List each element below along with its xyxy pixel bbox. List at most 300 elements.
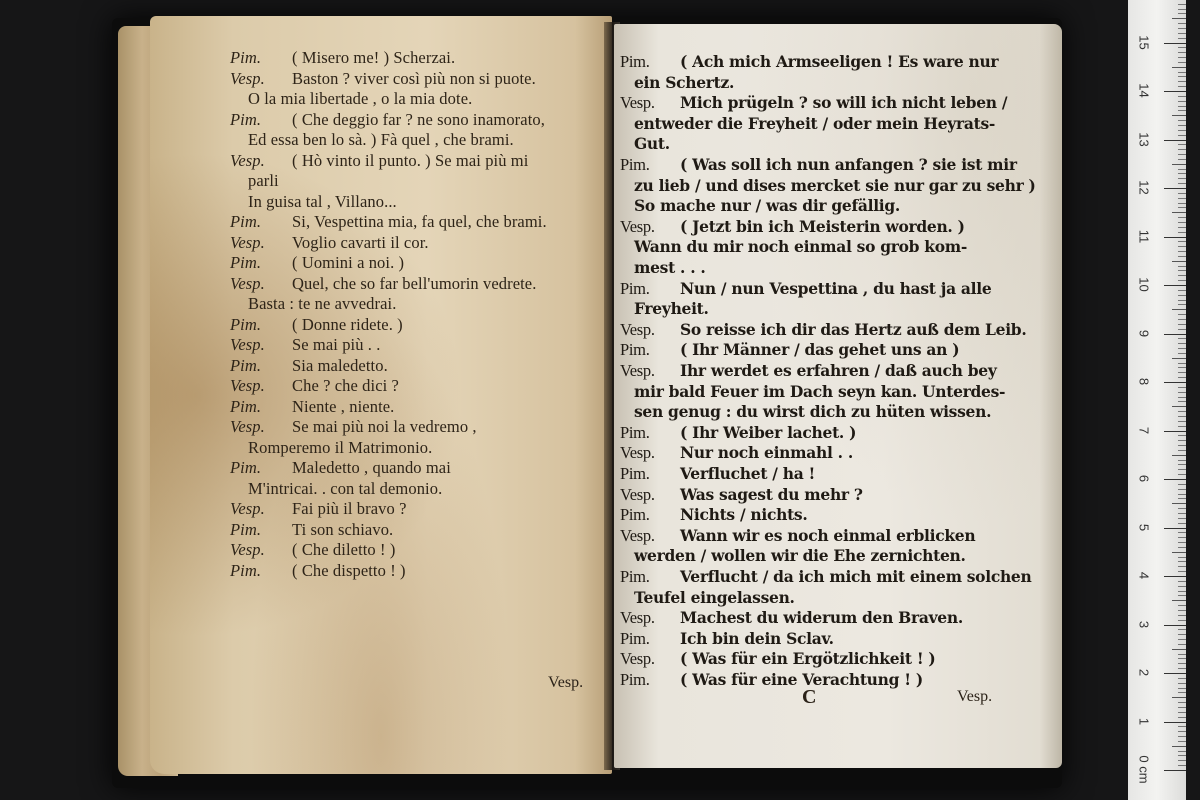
line-text: Che ? che dici ? (292, 376, 399, 395)
ruler-tick (1164, 431, 1186, 432)
ruler-number: 11 (1136, 229, 1152, 243)
ruler-tick (1172, 406, 1186, 407)
ruler-tick (1164, 576, 1186, 577)
line-text: ( Uomini a noi. ) (292, 253, 405, 272)
text-line (620, 546, 966, 565)
ruler-tick (1178, 620, 1186, 621)
ruler-tick (1178, 159, 1186, 160)
ruler-tick (1178, 610, 1186, 611)
ruler-tick (1178, 377, 1186, 378)
line-text: Nur noch einmahl . . (680, 443, 853, 463)
speaker-label: Vesp. (620, 361, 655, 380)
ruler-tick (1178, 193, 1186, 194)
ruler-tick (1178, 251, 1186, 252)
ruler-tick (1172, 552, 1186, 553)
text-line (620, 526, 975, 546)
ruler-tick (1164, 479, 1186, 480)
ruler-tick (1178, 144, 1186, 145)
ruler-tick (1178, 658, 1186, 659)
ruler-number: 13 (1136, 131, 1152, 147)
ruler-tick (1178, 484, 1186, 485)
line-text: Basta : te ne avvedrai. (248, 294, 397, 313)
left-catchword: Vesp. (548, 674, 584, 691)
ruler-tick (1178, 683, 1186, 684)
ruler-tick (1178, 639, 1186, 640)
ruler-tick (1164, 285, 1186, 286)
right-page (614, 24, 1062, 768)
line-text: ( Misero me! ) Scherzai. (292, 48, 456, 67)
text-line (620, 176, 1036, 195)
text-line (620, 608, 963, 628)
ruler-tick (1164, 625, 1186, 626)
ruler-tick (1178, 586, 1186, 587)
ruler-tick (1178, 101, 1186, 102)
line-text: entweder die Freyheit / oder mein Heyrats- (634, 113, 995, 133)
ruler-tick (1178, 518, 1186, 519)
text-line (230, 212, 547, 232)
line-text: ( Che dispetto ! ) (292, 560, 406, 580)
text-line (230, 499, 407, 519)
ruler-tick (1178, 736, 1186, 737)
ruler-tick (1178, 571, 1186, 572)
line-text: In guisa tal , Villano... (248, 191, 397, 211)
ruler-tick (1178, 591, 1186, 592)
line-text: Quel, che so far bell'umorin vedrete. (292, 273, 537, 293)
ruler-tick (1178, 207, 1186, 208)
ruler-tick (1164, 188, 1186, 189)
speaker-label: Vesp. (620, 608, 655, 628)
ruler-tick (1164, 722, 1186, 723)
line-text: Freyheit. (634, 299, 709, 319)
ruler-tick (1178, 445, 1186, 446)
ruler-tick (1178, 217, 1186, 218)
text-line (230, 171, 279, 191)
text-line (620, 217, 965, 237)
ruler-number: 2 (1136, 668, 1152, 677)
ruler-tick (1178, 372, 1186, 373)
line-text: So reisse ich dir das Hertz auß dem Leib. (680, 319, 1027, 339)
ruler-tick (1178, 149, 1186, 150)
text-line (620, 196, 900, 215)
line-text: Maledetto , quando mai (292, 458, 451, 477)
text-line (620, 464, 815, 484)
ruler-tick (1178, 464, 1186, 465)
ruler-number: 6 (1136, 474, 1152, 483)
ruler-tick (1178, 266, 1186, 267)
speaker-label: Pim. (230, 396, 262, 416)
ruler-tick (1178, 47, 1186, 48)
speaker-label: Pim. (620, 278, 650, 298)
speaker-label: Pim. (620, 628, 650, 648)
ruler-tick (1164, 673, 1186, 674)
line-text: Romperemo il Matrimonio. (248, 437, 433, 457)
ruler-tick (1178, 561, 1186, 562)
ruler-number: 8 (1136, 377, 1152, 386)
speaker-label: Pim. (230, 253, 262, 272)
ruler-number: 12 (1136, 180, 1152, 195)
speaker-label: Pim. (230, 314, 262, 334)
ruler-tick (1178, 629, 1186, 630)
speaker-label: Vesp. (230, 335, 265, 354)
ruler-tick (1178, 173, 1186, 174)
line-text: mir bald Feuer im Dach seyn kan. Unterdes- (634, 381, 1006, 401)
ruler-tick (1178, 304, 1186, 305)
ruler-tick (1164, 528, 1186, 529)
ruler-tick (1178, 678, 1186, 679)
text-line (620, 649, 935, 669)
line-text: Verflucht / da ich mich mit einem solchen (680, 567, 1032, 586)
ruler-tick (1178, 707, 1186, 708)
ruler-tick (1164, 770, 1186, 771)
ruler-tick (1178, 38, 1186, 39)
line-text: M'intricai. . con tal demonio. (248, 478, 443, 498)
ruler-number: 15 (1136, 34, 1152, 50)
line-text: Verfluchet / ha ! (680, 464, 816, 483)
text-line (620, 340, 959, 360)
speaker-label: Vesp. (620, 484, 655, 504)
line-text: So mache nur / was dir gefällig. (634, 196, 901, 216)
line-text: ( Donne ridete. ) (292, 314, 403, 334)
right-catchword: Vesp. (957, 688, 993, 705)
text-line (620, 361, 997, 381)
ruler-tick (1178, 731, 1186, 732)
line-text: Nichts / nichts. (680, 505, 808, 525)
left-page (150, 16, 612, 774)
text-line (230, 69, 536, 89)
line-text: Mich prügeln ? so will ich nicht leben / (680, 93, 1008, 113)
ruler-tick (1178, 178, 1186, 179)
line-text: sen genug : du wirst dich zu hüten wissen. (634, 402, 992, 422)
ruler-tick (1178, 469, 1186, 470)
ruler-tick (1178, 4, 1186, 5)
text-line (230, 540, 395, 560)
ruler-tick (1178, 411, 1186, 412)
ruler-tick (1178, 169, 1186, 170)
ruler-tick (1178, 154, 1186, 155)
ruler-tick (1164, 237, 1186, 238)
speaker-label: Pim. (620, 52, 650, 71)
ruler-tick (1178, 222, 1186, 223)
line-text: Sia maledetto. (292, 355, 388, 375)
ruler-tick (1178, 537, 1186, 538)
text-line (230, 458, 451, 478)
line-text: Niente , niente. (292, 396, 395, 416)
ruler-tick (1178, 581, 1186, 582)
text-line (230, 294, 396, 314)
ruler-tick (1178, 566, 1186, 567)
ruler-tick (1178, 494, 1186, 495)
text-line (620, 52, 998, 72)
ruler-tick (1178, 125, 1186, 126)
ruler-tick (1178, 557, 1186, 558)
text-line (620, 299, 709, 318)
text-line (230, 438, 432, 458)
ruler-tick (1178, 513, 1186, 514)
ruler-tick (1178, 489, 1186, 490)
speaker-label: Vesp. (620, 319, 655, 339)
speaker-label: Vesp. (230, 499, 265, 518)
line-text: ( Che diletto ! ) (292, 540, 396, 559)
ruler-number: 9 (1136, 329, 1152, 337)
line-text: Ti son schiavo. (292, 519, 394, 539)
text-line (620, 567, 1031, 587)
speaker-label: Vesp. (620, 525, 655, 545)
text-line (230, 479, 442, 499)
ruler-tick (1172, 212, 1186, 213)
text-line (620, 73, 734, 92)
line-text: ( Was soll ich nun anfangen ? sie ist mir (680, 155, 1017, 174)
ruler-tick (1178, 760, 1186, 761)
ruler-tick (1178, 547, 1186, 548)
text-line (230, 520, 393, 540)
line-text: ( Ach mich Armseeligen ! Es ware nur (680, 52, 999, 71)
ruler-tick (1178, 9, 1186, 10)
ruler-tick (1164, 91, 1186, 92)
text-line (620, 320, 1026, 340)
line-text: ( Hò vinto il punto. ) Se mai più mi (292, 150, 529, 170)
ruler-tick (1178, 135, 1186, 136)
ruler-number: 5 (1136, 523, 1152, 531)
speaker-label: Pim. (620, 567, 650, 586)
ruler-tick (1178, 72, 1186, 73)
line-text: ( Che deggio far ? ne sono inamorato, (292, 109, 545, 129)
ruler-tick (1178, 13, 1186, 14)
text-line (620, 423, 856, 443)
text-line (620, 443, 853, 463)
ruler-tick (1178, 755, 1186, 756)
ruler-tick (1178, 498, 1186, 499)
line-text: ( Ihr Männer / das gehet uns an ) (680, 340, 960, 360)
ruler-tick (1178, 663, 1186, 664)
ruler-tick (1178, 741, 1186, 742)
ruler-tick (1178, 81, 1186, 82)
text-line (620, 485, 863, 505)
ruler-tick (1178, 348, 1186, 349)
ruler-tick (1164, 140, 1186, 141)
ruler-tick (1178, 450, 1186, 451)
ruler-tick (1172, 503, 1186, 504)
ruler-tick (1178, 183, 1186, 184)
ruler-tick (1172, 115, 1186, 116)
text-line (230, 561, 406, 581)
line-text: Was sagest du mehr ? (680, 484, 863, 504)
line-text: Nun / nun Vespettina , du hast ja alle (680, 278, 992, 298)
ruler-number: 7 (1136, 426, 1152, 434)
speaker-label: Vesp. (230, 232, 265, 252)
line-text: Ihr werdet es erfahren / daß auch bey (680, 361, 997, 380)
text-line (620, 588, 795, 607)
speaker-label: Vesp. (230, 417, 265, 436)
signature-mark: C (802, 686, 817, 708)
ruler-tick (1178, 198, 1186, 199)
ruler-tick (1164, 334, 1186, 335)
ruler-tick (1172, 67, 1186, 68)
ruler-tick (1178, 246, 1186, 247)
text-line (620, 93, 1007, 113)
text-line (230, 274, 536, 294)
ruler-tick (1178, 241, 1186, 242)
text-line (230, 192, 397, 212)
text-line (620, 134, 670, 153)
ruler-tick (1178, 605, 1186, 606)
ruler-tick (1178, 86, 1186, 87)
line-text: Se mai più . . (292, 335, 381, 354)
ruler-tick (1178, 401, 1186, 402)
ruler-tick (1178, 343, 1186, 344)
ruler-tick (1172, 261, 1186, 262)
text-line (620, 382, 1005, 401)
ruler-tick (1178, 329, 1186, 330)
ruler-tick (1178, 654, 1186, 655)
ruler-tick (1172, 600, 1186, 601)
line-text: Gut. (634, 134, 670, 154)
line-text: Ed essa ben lo sà. ) Fà quel , che brami. (248, 130, 514, 149)
text-line (230, 89, 472, 109)
ruler-tick (1178, 319, 1186, 320)
speaker-label: Pim. (230, 519, 262, 539)
ruler-tick (1178, 717, 1186, 718)
ruler-tick (1172, 358, 1186, 359)
ruler-unit-label: 0 cm (1136, 755, 1152, 784)
line-text: parli (248, 171, 279, 190)
ruler-tick (1178, 270, 1186, 271)
ruler-tick (1178, 130, 1186, 131)
measurement-ruler (1128, 0, 1186, 800)
ruler-tick (1178, 280, 1186, 281)
ruler-number: 4 (1136, 571, 1152, 580)
text-line (230, 376, 399, 396)
line-text: Voglio cavarti il cor. (292, 232, 429, 252)
line-text: Se mai più noi la vedremo , (292, 417, 477, 436)
ruler-tick (1178, 324, 1186, 325)
ruler-tick (1172, 455, 1186, 456)
ruler-tick (1178, 392, 1186, 393)
speaker-label: Vesp. (620, 649, 655, 669)
ruler-tick (1178, 367, 1186, 368)
ruler-tick (1178, 110, 1186, 111)
speaker-label: Pim. (230, 355, 262, 375)
ruler-tick (1178, 416, 1186, 417)
text-line (230, 151, 528, 171)
line-text: Machest du widerum den Braven. (680, 608, 963, 628)
ruler-tick (1178, 314, 1186, 315)
ruler-tick (1178, 668, 1186, 669)
text-line (620, 402, 991, 421)
ruler-tick (1178, 765, 1186, 766)
text-line (230, 253, 404, 273)
line-text: Fai più il bravo ? (292, 499, 407, 518)
speaker-label: Pim. (620, 340, 650, 360)
line-text: Ich bin dein Sclav. (680, 628, 834, 648)
text-line (620, 258, 706, 277)
ruler-tick (1178, 688, 1186, 689)
ruler-tick (1178, 440, 1186, 441)
text-line (620, 155, 1017, 175)
speaker-label: Vesp. (230, 68, 265, 88)
ruler-tick (1178, 62, 1186, 63)
text-line (230, 315, 403, 335)
line-text: Si, Vespettina mia, fa quel, che brami. (292, 212, 547, 231)
ruler-tick (1178, 57, 1186, 58)
text-line (620, 279, 991, 299)
speaker-label: Pim. (620, 155, 650, 174)
line-text: ( Jetzt bin ich Meisterin worden. ) (680, 216, 965, 236)
speaker-label: Pim. (230, 109, 262, 129)
ruler-tick (1178, 363, 1186, 364)
line-text: Teufel eingelassen. (634, 587, 795, 607)
speaker-label: Vesp. (620, 216, 655, 236)
text-line (620, 629, 834, 649)
ruler-tick (1178, 435, 1186, 436)
speaker-label: Pim. (620, 670, 650, 689)
ruler-tick (1178, 634, 1186, 635)
ruler-tick (1178, 542, 1186, 543)
text-line (230, 356, 388, 376)
text-line (230, 48, 455, 68)
ruler-tick (1178, 712, 1186, 713)
ruler-number: 1 (1136, 717, 1152, 725)
line-text: ( Was für eine Verachtung ! ) (680, 670, 923, 689)
text-line (230, 417, 477, 437)
ruler-tick (1178, 474, 1186, 475)
ruler-tick (1178, 397, 1186, 398)
ruler-tick (1178, 23, 1186, 24)
ruler-tick (1172, 697, 1186, 698)
ruler-tick (1178, 96, 1186, 97)
ruler-tick (1178, 52, 1186, 53)
ruler-tick (1178, 523, 1186, 524)
ruler-tick (1178, 353, 1186, 354)
speaker-label: Pim. (230, 560, 262, 580)
ruler-tick (1178, 387, 1186, 388)
text-line (230, 335, 380, 355)
speaker-label: Vesp. (620, 93, 655, 113)
ruler-tick (1178, 295, 1186, 296)
ruler-tick (1178, 726, 1186, 727)
ruler-tick (1178, 702, 1186, 703)
text-line (230, 110, 545, 130)
line-text: ( Ihr Weiber lachet. ) (680, 422, 857, 442)
ruler-tick (1178, 532, 1186, 533)
speaker-label: Pim. (230, 458, 262, 477)
ruler-tick (1172, 164, 1186, 165)
ruler-tick (1172, 746, 1186, 747)
ruler-number: 3 (1136, 620, 1152, 628)
ruler-number: 14 (1136, 83, 1152, 98)
ruler-tick (1178, 76, 1186, 77)
ruler-tick (1178, 615, 1186, 616)
text-line (230, 130, 514, 150)
speaker-label: Vesp. (230, 150, 265, 170)
text-line (620, 670, 923, 690)
ruler-tick (1172, 649, 1186, 650)
line-text: Baston ? viver così più non si puote. (292, 68, 536, 88)
ruler-tick (1178, 275, 1186, 276)
ruler-tick (1178, 300, 1186, 301)
ruler-tick (1178, 120, 1186, 121)
ruler-tick (1178, 256, 1186, 257)
ruler-tick (1178, 595, 1186, 596)
speaker-label: Vesp. (620, 443, 655, 463)
line-text: werden / wollen wir die Ehe zernichten. (634, 546, 966, 566)
line-text: Wann du mir noch einmal so grob kom- (634, 237, 968, 257)
ruler-tick (1178, 33, 1186, 34)
line-text: zu lieb / und dises mercket sie nur gar zu sehr ) (634, 175, 1036, 195)
ruler-tick (1178, 751, 1186, 752)
ruler-tick (1164, 43, 1186, 44)
line-text: Wann wir es noch einmal erblicken (680, 525, 976, 545)
ruler-number: 10 (1136, 277, 1152, 292)
